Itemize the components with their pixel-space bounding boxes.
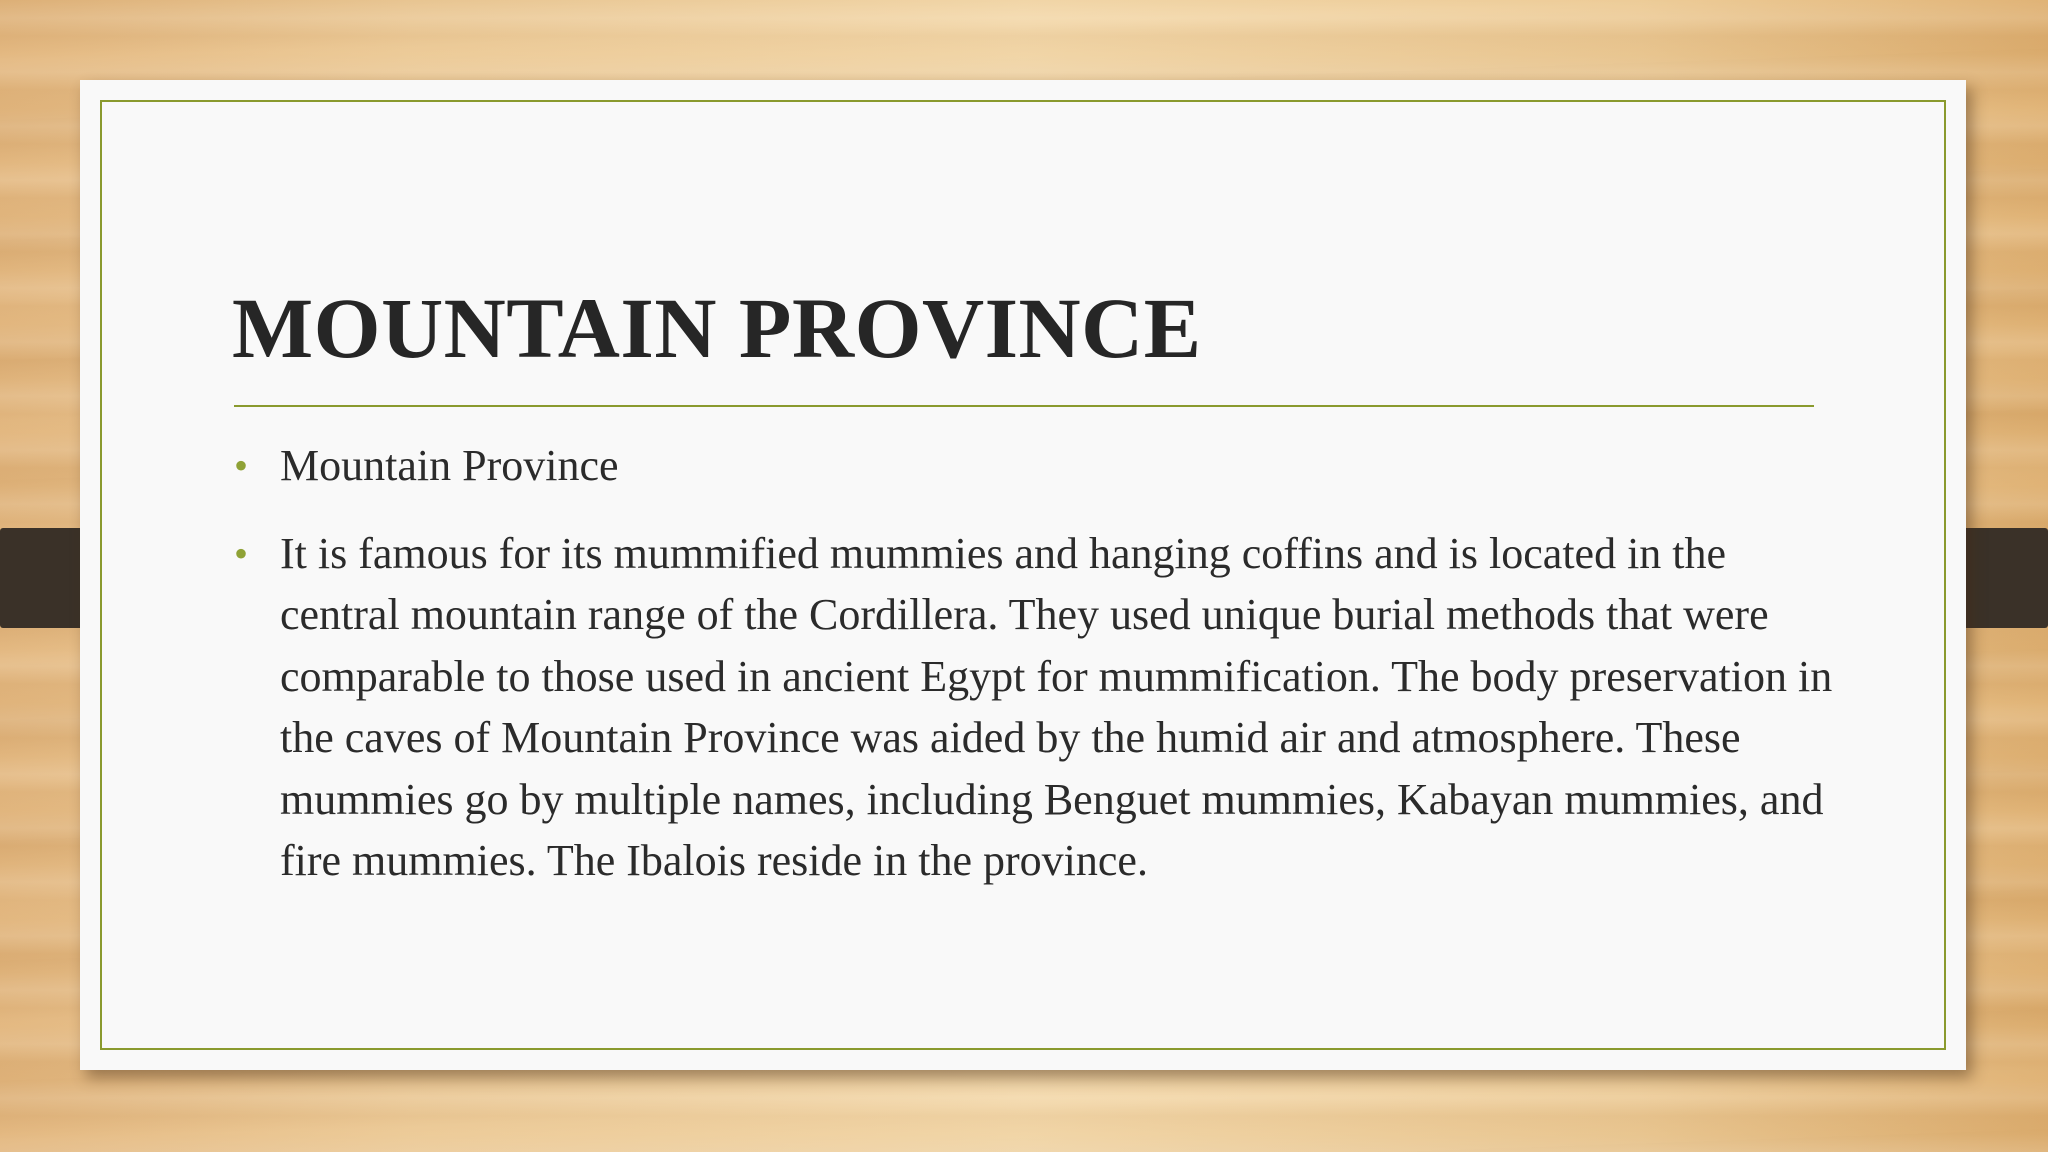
bullet-text: Mountain Province <box>280 441 619 490</box>
bullet-item <box>232 523 1842 892</box>
bullet-dot-icon: • <box>234 443 249 488</box>
bullet-item <box>232 435 1842 497</box>
slide <box>80 80 1966 1070</box>
bullet-list <box>232 435 1842 918</box>
title-underline <box>234 405 1814 407</box>
slide-title: MOUNTAIN PROVINCE <box>232 280 1202 376</box>
bullet-text: It is famous for its mummified mummies and hanging coffins and is located in the central mountain range of the Cordillera. They used unique burial methods that were comparable to those used in ancient Egypt for mummification. The body preservation in the caves of Mountain Province was aided by the humid air and atmosphere. These mummies go by multiple names, including Benguet mummies, Kabayan mummies, and fire mummies. The Ibalois reside in the province. <box>280 528 1833 885</box>
bullet-dot-icon: • <box>234 530 249 576</box>
